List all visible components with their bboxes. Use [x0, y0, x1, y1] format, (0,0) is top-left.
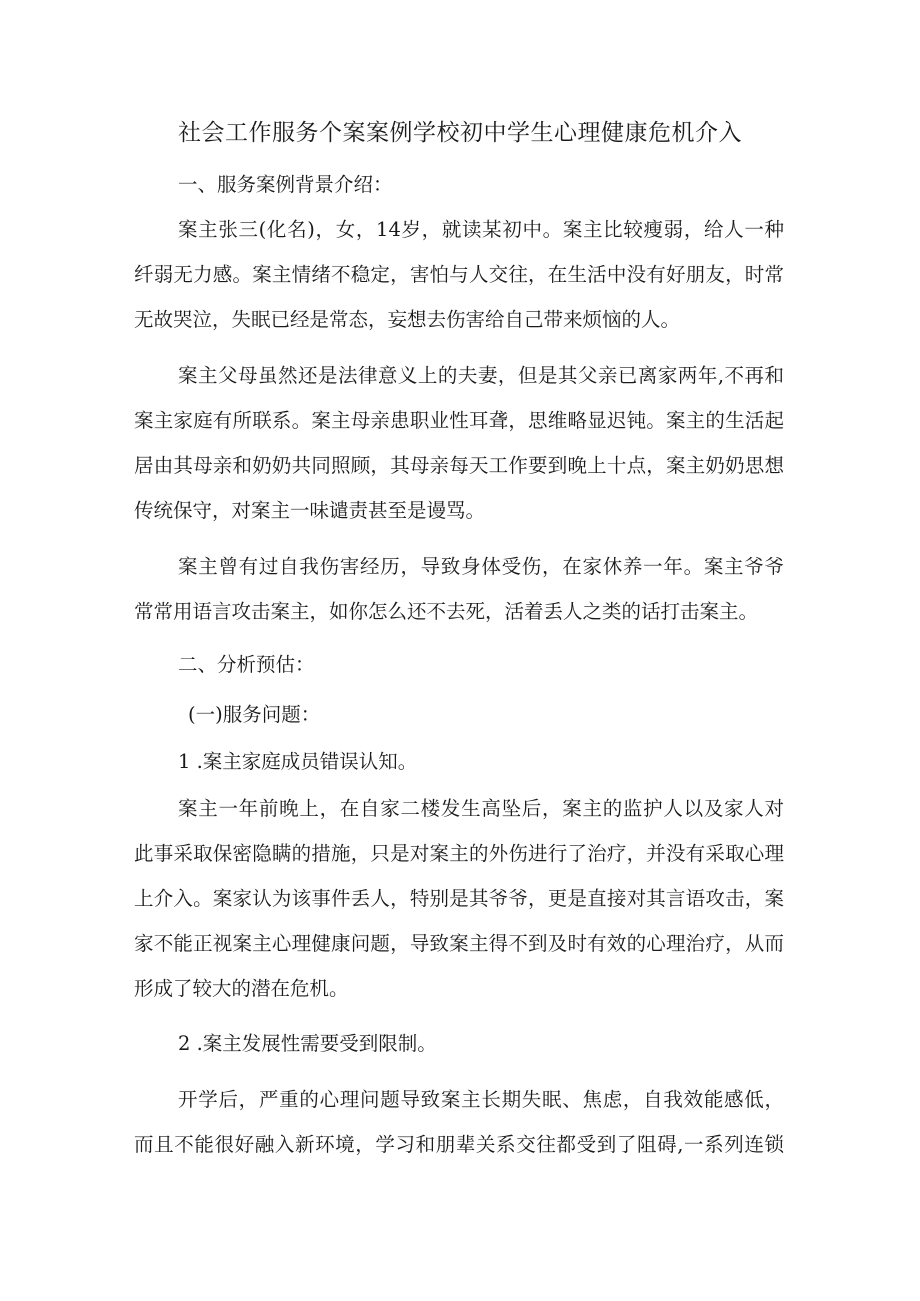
paragraph-line: 案主一年前晚上，在自家二楼发生高坠后，案主的监护人以及家人对	[178, 797, 784, 820]
paragraph-line: 居由其母亲和奶奶共同照顾，其母亲每天工作要到晚上十点，案主奶奶思想	[134, 454, 784, 477]
paragraph-line: 开学后，严重的心理问题导致案主长期失眠、焦虑，自我效能感低，	[178, 1088, 784, 1111]
item-heading-1: 1 .案主家庭成员错误认知。	[178, 750, 418, 773]
paragraph-line: 无故哭泣，失眠已经是常态，妄想去伤害给自己带来烦恼的人。	[134, 308, 681, 331]
paragraph-line: 常常用语言攻击案主，如你怎么还不去死，活着丢人之类的话打击案主。	[134, 600, 759, 623]
item-heading-2: 2 .案主发展性需要受到限制。	[178, 1032, 437, 1055]
paragraph-line: 案主张三(化名)，女，14岁，就读某初中。案主比较瘦弱，给人一种	[178, 218, 784, 241]
paragraph-line: 纤弱无力感。案主情绪不稳定，害怕与人交往，在生活中没有好朋友，时常	[134, 263, 784, 286]
paragraph-line: 此事采取保密隐瞒的措施，只是对案主的外伤进行了治疗，并没有采取心理	[134, 842, 784, 865]
section-heading-analysis: 二、分析预估：	[178, 653, 315, 676]
section-heading-background: 一、服务案例背景介绍：	[178, 173, 393, 196]
paragraph-line: 上介入。案家认为该事件丢人，特别是其爷爷，更是直接对其言语攻击，案	[134, 887, 784, 910]
paragraph-line: 家不能正视案主心理健康问题，导致案主得不到及时有效的心理治疗，从而	[134, 932, 784, 955]
paragraph-line: 案主父母虽然还是法律意义上的夫妻，但是其父亲已离家两年,不再和	[178, 364, 784, 387]
paragraph-line: 案主家庭有所联系。案主母亲患职业性耳聋，思维略显迟钝。案主的生活起	[134, 409, 784, 432]
document-title: 社会工作服务个案案例学校初中学生心理健康危机介入	[178, 120, 742, 146]
subsection-heading-problems: (一)服务问题：	[188, 703, 321, 726]
paragraph-line: 而且不能很好融入新环境，学习和朋辈关系交往都受到了阻碍,一系列连锁	[134, 1133, 784, 1156]
paragraph-line: 案主曾有过自我伤害经历，导致身体受伤，在家休养一年。案主爷爷	[178, 555, 784, 578]
paragraph-line: 形成了较大的潜在危机。	[134, 977, 349, 1000]
paragraph-line: 传统保守，对案主一味谴责甚至是谩骂。	[134, 499, 486, 522]
